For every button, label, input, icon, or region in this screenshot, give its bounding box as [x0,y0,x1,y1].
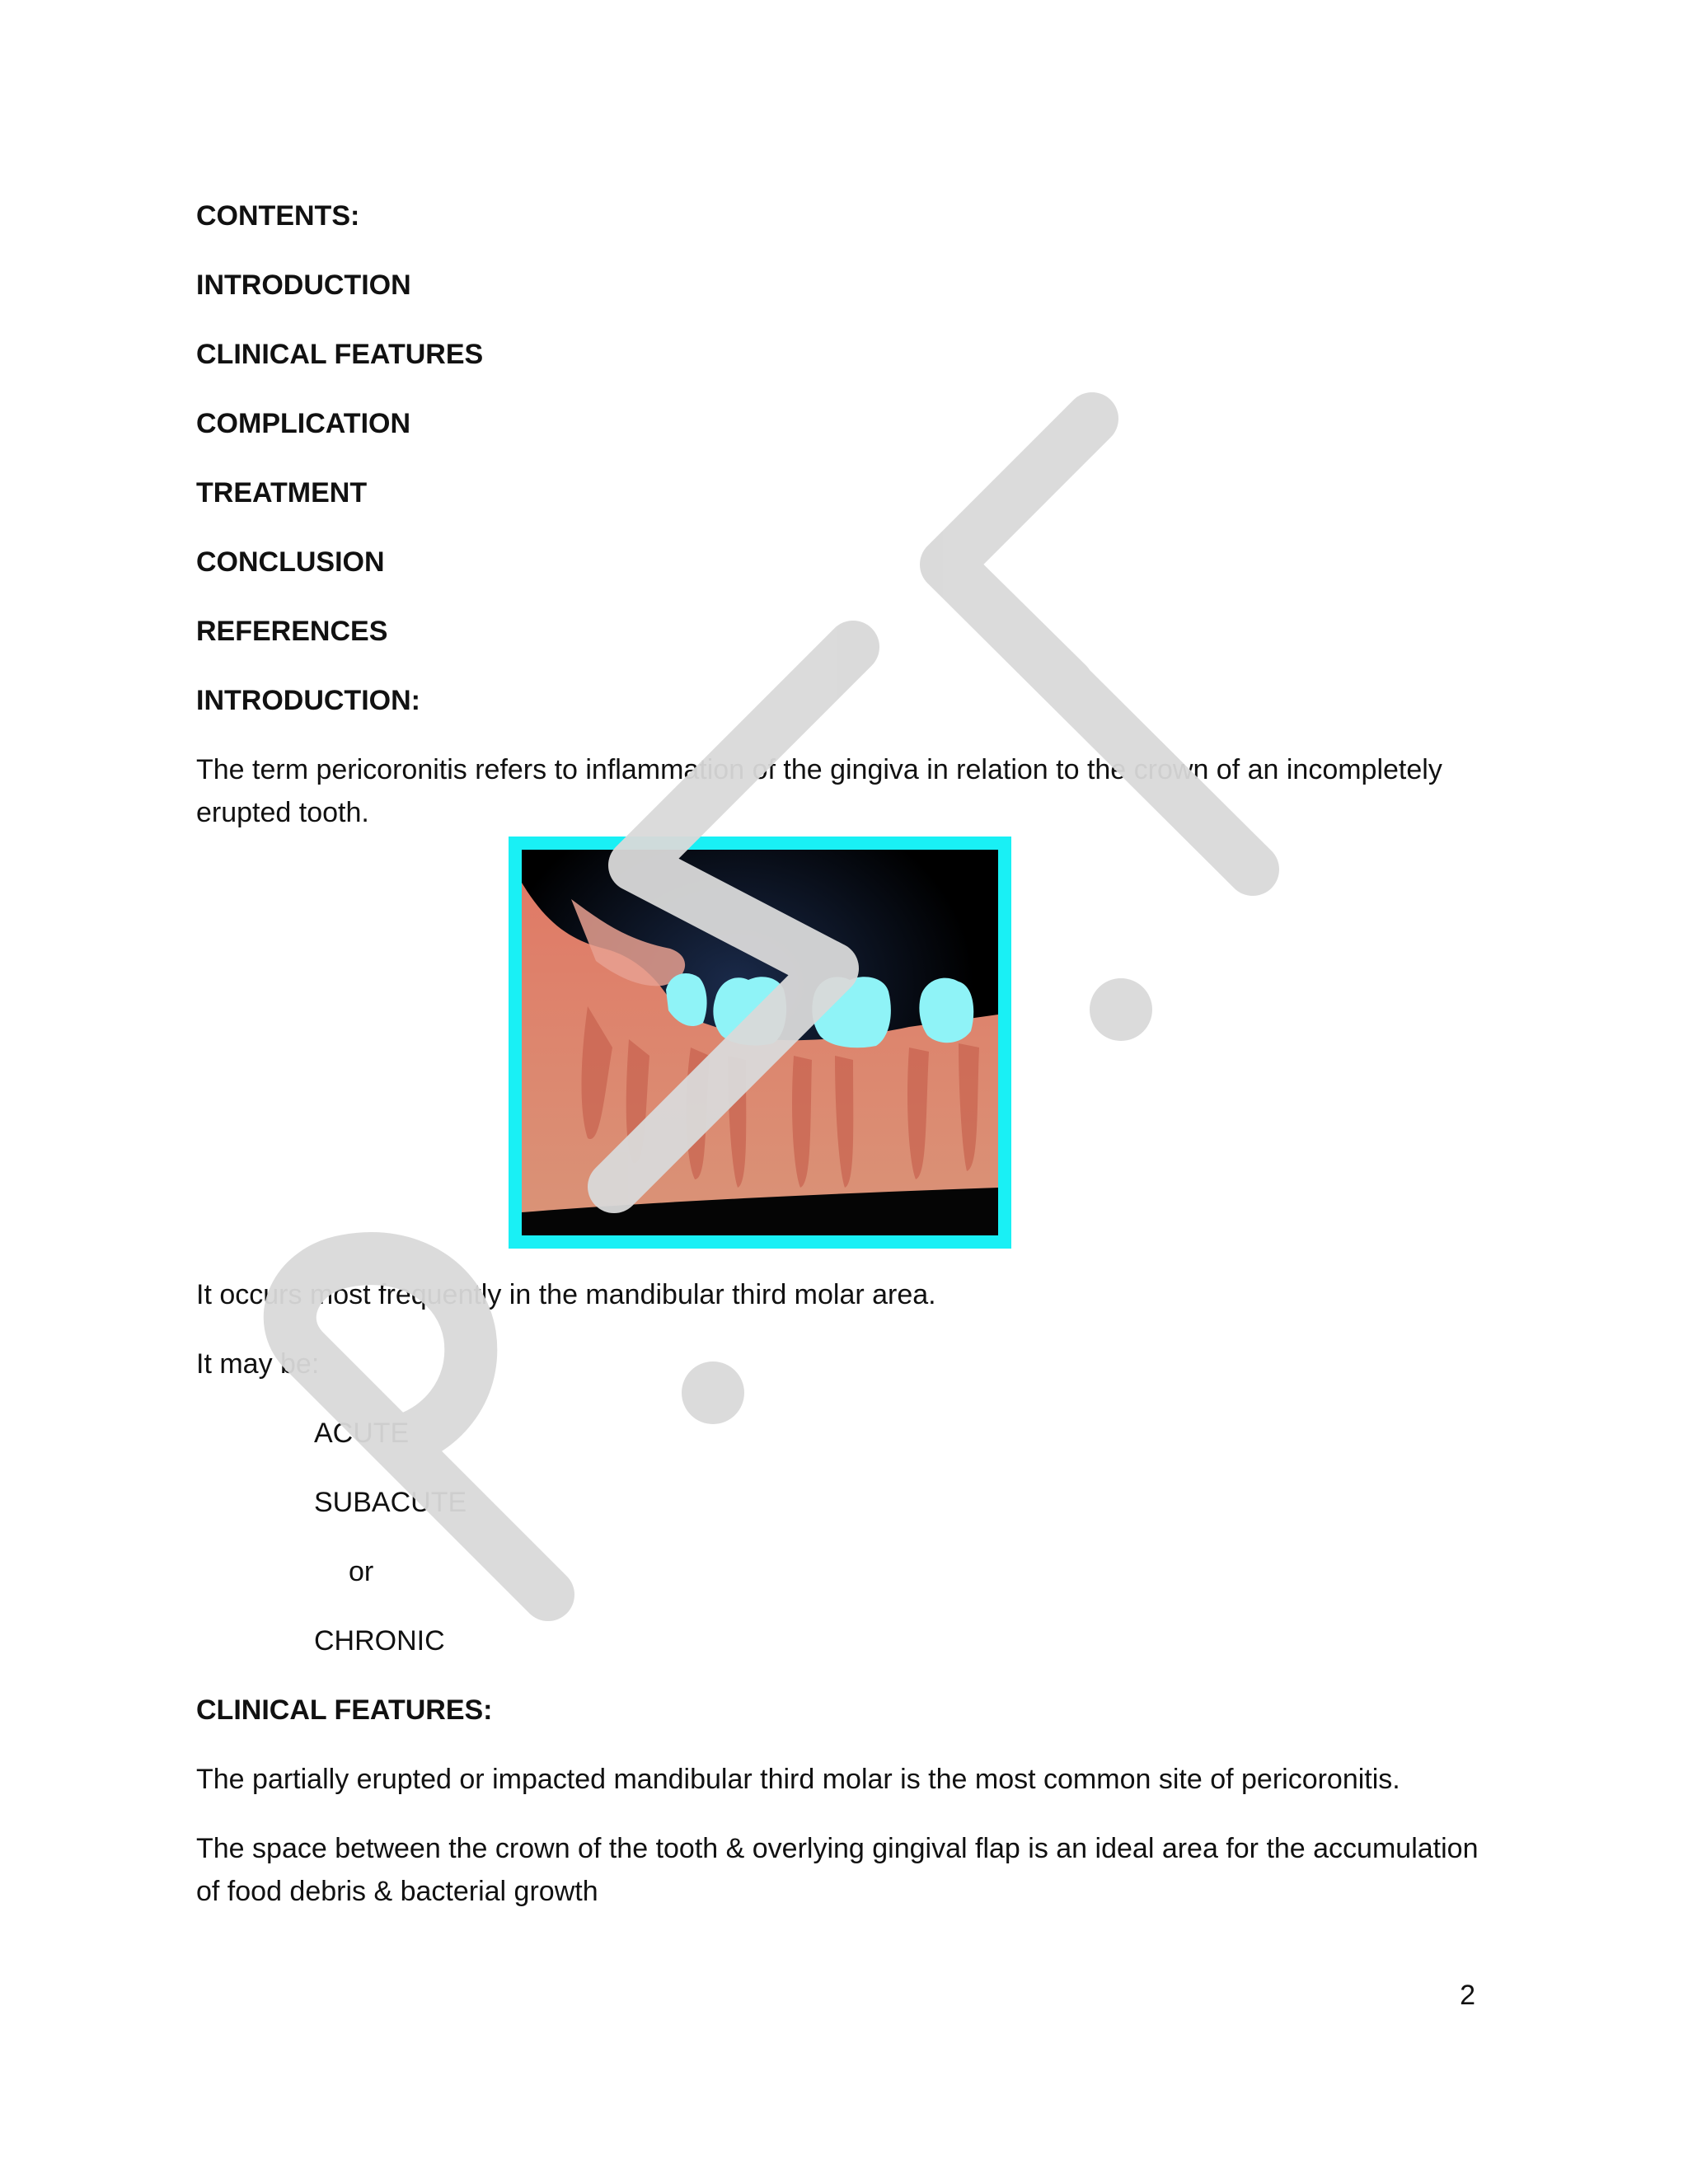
type-acute: ACUTE [314,1418,410,1449]
type-or: or [349,1556,374,1587]
clinical-features-paragraph-2: The space between the crown of the tooth & overlying gingival flap is an ideal area for the accumulation of food debris & bacterial growth [196,1833,1479,1907]
clinical-features-heading: CLINICAL FEATURES: [196,1694,493,1726]
contents-item-references: REFERENCES [196,616,388,647]
clinical-features-paragraph-1: The partially erupted or impacted mandibular third molar is the most common site of pericoronitis. [196,1764,1400,1795]
occurrence-text: It occurs most frequently in the mandibular third molar area. [196,1279,936,1310]
contents-item-complication: COMPLICATION [196,408,411,439]
contents-heading: CONTENTS: [196,200,360,232]
introduction-heading: INTRODUCTION: [196,685,420,716]
contents-item-introduction: INTRODUCTION [196,269,411,301]
contents-item-treatment: TREATMENT [196,477,368,509]
page-number: 2 [1460,1980,1475,2011]
partially-erupted-molar-image [522,850,998,1235]
may-be-text: It may be: [196,1348,320,1380]
pericoronitis-illustration [509,837,1011,1249]
type-subacute: SUBACUTE [314,1487,467,1518]
introduction-definition: The term pericoronitis refers to inflammation of the gingiva in relation to the crown of an incompletely erupted tooth. [196,754,1442,828]
contents-item-clinical-features: CLINICAL FEATURES [196,339,484,370]
contents-item-conclusion: CONCLUSION [196,546,385,578]
type-chronic: CHRONIC [314,1625,445,1657]
